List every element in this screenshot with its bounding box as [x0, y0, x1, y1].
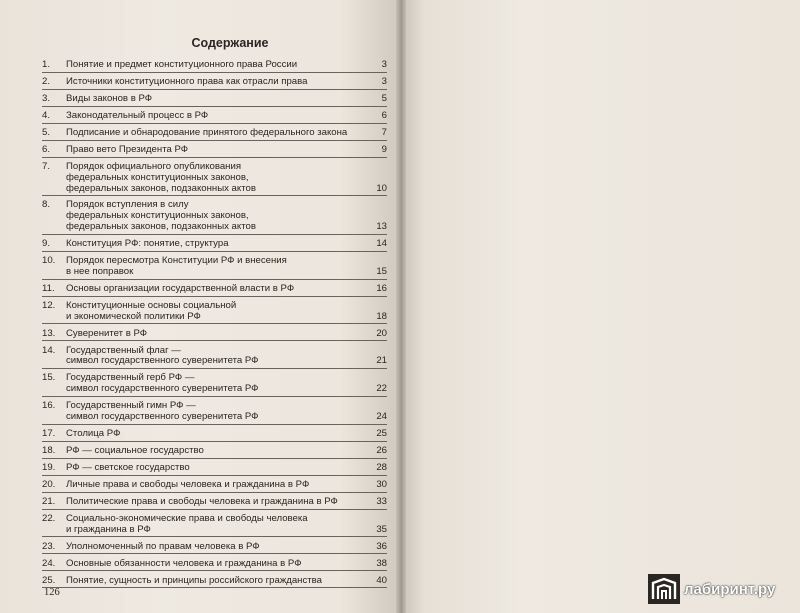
toc-entry-number: 18. — [42, 444, 56, 456]
toc-entry — [42, 284, 387, 297]
toc-entry — [42, 373, 387, 397]
toc-entry — [42, 463, 387, 476]
toc-entry-number: 25. — [42, 574, 56, 586]
toc-entry-page: 14 — [376, 238, 387, 250]
toc-entry-page: 30 — [376, 478, 387, 490]
toc-entry-title: Основные обязанности человека и гражданина в РФ — [66, 557, 302, 569]
page-number-left: 126 — [44, 587, 60, 598]
toc-entry-page: 21 — [376, 355, 387, 367]
toc-entry-number: 24. — [42, 557, 56, 569]
toc-entry — [42, 162, 387, 196]
right-page — [401, 0, 800, 613]
toc-entry — [42, 559, 387, 572]
toc-entry-number: 20. — [42, 478, 56, 490]
toc-entry — [42, 576, 387, 589]
toc-entry-number: 16. — [42, 400, 56, 412]
toc-entry-title: Личные права и свободы человека и гражданина в РФ — [66, 478, 310, 490]
toc-entry — [42, 514, 387, 538]
toc-entry-title: Столица РФ — [66, 427, 121, 439]
toc-entry-number: 15. — [42, 372, 56, 384]
toc-entry-title: Государственный гимн РФ — символ государственного суверенитета РФ — [66, 400, 259, 422]
toc-entry-title: Понятие и предмет конституционного права России — [66, 59, 298, 70]
toc-entry-number: 9. — [42, 238, 51, 250]
toc-entry-number: 22. — [42, 512, 56, 524]
toc-entry-number: 6. — [42, 143, 51, 155]
toc-entry-page: 28 — [376, 461, 387, 473]
toc-entry — [42, 145, 387, 158]
toc-entry-page: 6 — [381, 109, 387, 121]
toc-entry-page: 16 — [376, 282, 387, 294]
toc-entry-page: 15 — [376, 265, 387, 277]
toc-entry-page: 38 — [376, 557, 387, 569]
toc-entry-title: Порядок пересмотра Конституции РФ и внесения в нее поправок — [66, 255, 287, 277]
toc-entry — [42, 401, 387, 425]
toc-entry-title: Уполномоченный по правам человека в РФ — [66, 540, 260, 552]
toc-entry-title: Порядок вступления в силу федеральных конституционных законов, федеральных законов, подзаконных актов — [66, 199, 256, 233]
toc-entry-title: Социально-экономические права и свободы человека и гражданина в РФ — [66, 512, 308, 535]
toc-entry-page: 33 — [376, 495, 387, 507]
watermark — [648, 574, 775, 604]
labyrinth-logo-icon — [648, 574, 680, 604]
toc-entry — [42, 346, 387, 370]
toc-entry-page: 26 — [376, 444, 387, 456]
toc-entry-page: 5 — [381, 92, 387, 104]
toc-entry-page: 3 — [381, 75, 387, 87]
toc-entry-page: 10 — [376, 182, 387, 194]
toc-entry-title: Основы организации государственной власти в РФ — [66, 282, 295, 294]
toc-entry-number: 3. — [42, 92, 51, 104]
toc-entry — [42, 77, 387, 90]
toc-entry-number: 23. — [42, 540, 56, 552]
toc-entry-title: Суверенитет в РФ — [66, 327, 148, 339]
toc-entry — [42, 301, 387, 325]
toc-entry-number: 11. — [42, 282, 55, 294]
toc-entry-page: 25 — [376, 427, 387, 439]
toc-entry-number: 21. — [42, 495, 56, 507]
toc-entry-number: 5. — [42, 126, 51, 138]
toc-entry — [42, 111, 387, 124]
toc-entry-page: 24 — [376, 410, 387, 422]
toc-entry-number: 4. — [42, 109, 51, 121]
toc-entry-page: 35 — [376, 523, 387, 535]
toc-entry-page: 20 — [376, 327, 387, 339]
toc-entry-number: 7. — [42, 160, 51, 172]
toc-entry — [42, 480, 387, 493]
toc-entry — [42, 239, 387, 252]
toc-entry-page: 22 — [376, 383, 387, 395]
toc-entry — [42, 446, 387, 459]
toc-entry — [42, 329, 387, 342]
toc-entry-title: Государственный герб РФ — символ государственного суверенитета РФ — [66, 372, 259, 395]
toc-entry-page: 18 — [376, 310, 387, 322]
toc-entry-number: 8. — [42, 199, 51, 211]
book-gutter — [396, 0, 406, 613]
toc-entry-number: 14. — [42, 344, 56, 356]
toc-entry-number: 12. — [42, 299, 56, 311]
toc-entry-number: 17. — [42, 427, 56, 439]
toc-entry-page: 7 — [381, 126, 387, 138]
toc-entry-title: РФ — социальное государство — [66, 444, 204, 456]
toc-entry — [42, 497, 387, 510]
toc-entry-number: 19. — [42, 461, 56, 473]
toc-entry-title: Конституционные основы социальной и экономической политики РФ — [66, 299, 237, 322]
toc-entry-title: Конституция РФ: понятие, структура — [66, 238, 229, 250]
toc-entry — [42, 94, 387, 107]
toc-entry — [42, 256, 387, 280]
toc-entry-page: 9 — [381, 143, 387, 155]
toc-entry — [42, 542, 387, 555]
toc-entry-title: Политические права и свободы человека и гражданина в РФ — [66, 495, 338, 507]
toc-list-left — [42, 60, 387, 593]
toc-entry — [42, 60, 387, 73]
toc-entry-title: Порядок официального опубликования федеральных конституционных законов, федеральных законов, подзаконных актов — [66, 160, 256, 194]
toc-entry-title: Законодательный процесс в РФ — [66, 109, 209, 121]
toc-entry-page: 3 — [381, 59, 387, 70]
toc-entry-title: Государственный флаг — символ государственного суверенитета РФ — [66, 344, 259, 367]
toc-entry-title: Источники конституционного права как отрасли права — [66, 75, 308, 87]
toc-entry-number: 13. — [42, 327, 56, 339]
toc-entry-page: 40 — [376, 574, 387, 586]
watermark-text: лабиринт.ру — [684, 580, 776, 598]
toc-entry — [42, 128, 387, 141]
toc-entry-number: 2. — [42, 75, 51, 87]
toc-entry-page: 13 — [376, 221, 387, 233]
toc-entry-title: РФ — светское государство — [66, 461, 190, 473]
toc-entry-title: Подписание и обнародование принятого федерального закона — [66, 126, 348, 138]
toc-entry — [42, 200, 387, 234]
toc-entry — [42, 429, 387, 442]
toc-entry-title: Право вето Президента РФ — [66, 143, 189, 155]
toc-entry-title: Виды законов в РФ — [66, 92, 153, 104]
toc-entry-number: 10. — [42, 255, 56, 267]
toc-entry-number: 1. — [42, 59, 51, 70]
toc-entry-page: 36 — [376, 540, 387, 552]
page-title: Содержание — [191, 36, 269, 50]
toc-entry-title: Понятие, сущность и принципы российского гражданства — [66, 574, 322, 586]
